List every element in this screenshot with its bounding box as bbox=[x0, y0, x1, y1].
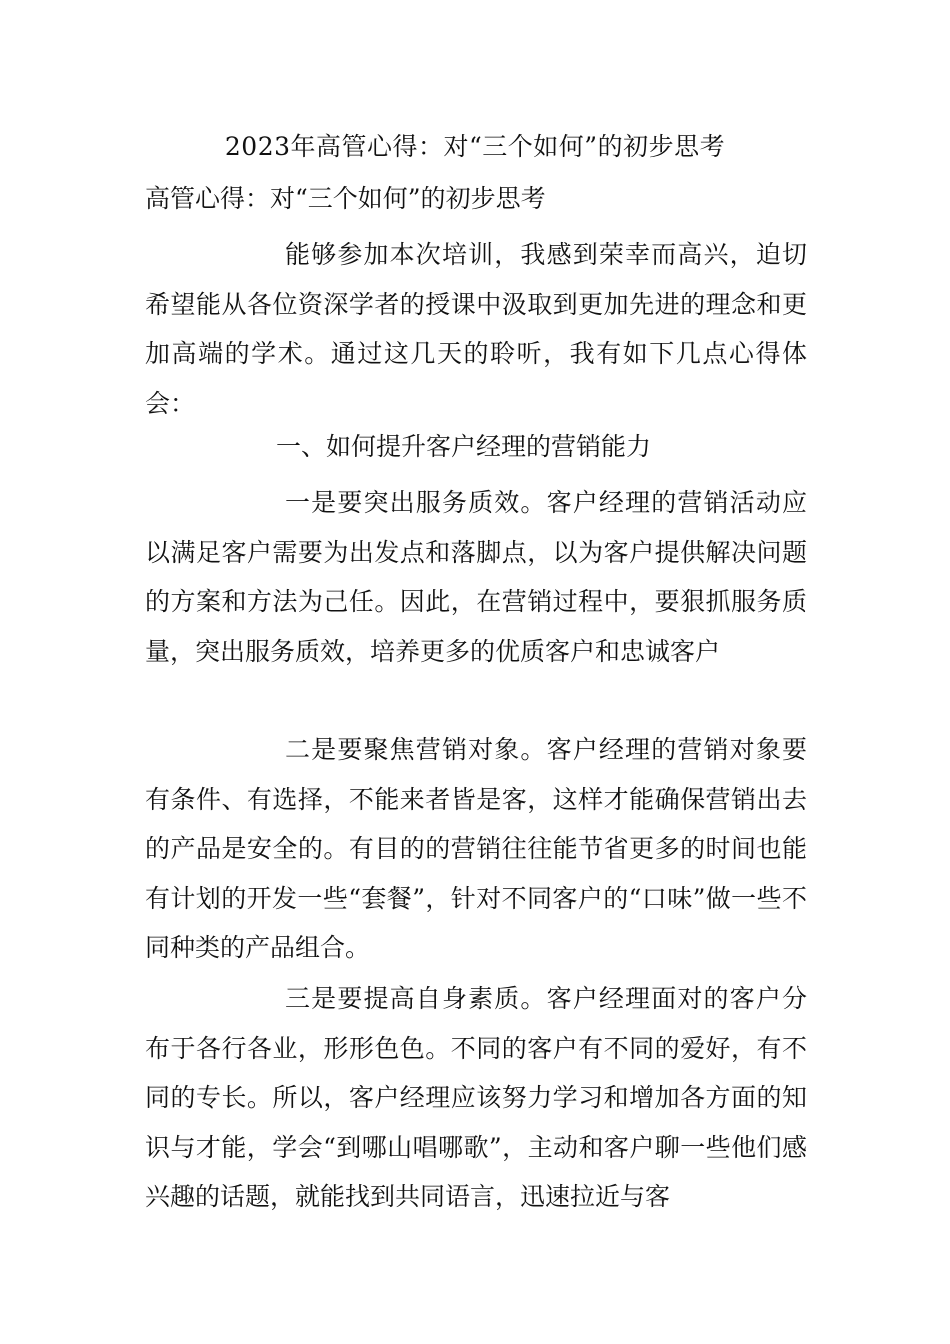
document-subtitle: 高管心得：对“三个如何”的初步思考 bbox=[145, 184, 546, 213]
section-heading: 一、如何提升客户经理的营销能力 bbox=[276, 432, 652, 461]
body-paragraph-2: 二是要聚焦营销对象。客户经理的营销对象要有条件、有选择，不能来者皆是客，这样才能确保营销出去的产品是安全的。有目的的营销往往能节省更多的时间也能有计划的开发一些“套餐”，针对不同客户的“口味”做一些不同种类的产品组合。 bbox=[145, 735, 807, 962]
document-title: 2023年高管心得：对“三个如何”的初步思考 bbox=[224, 132, 726, 161]
body-paragraph-3: 三是要提高自身素质。客户经理面对的客户分布于各行各业，形形色色。不同的客户有不同的爱好，有不同的专长。所以，客户经理应该努力学习和增加各方面的知识与才能，学会“到哪山唱哪歌”，主动和客户聊一些他们感兴趣的话题，就能找到共同语言，迅速拉近与客 bbox=[145, 984, 807, 1211]
intro-paragraph: 能够参加本次培训，我感到荣幸而高兴，迫切希望能从各位资深学者的授课中汲取到更加先进的理念和更加高端的学术。通过这几天的聆听，我有如下几点心得体会： bbox=[145, 240, 807, 418]
body-paragraph-1: 一是要突出服务质效。客户经理的营销活动应以满足客户需要为出发点和落脚点，以为客户提供解决问题的方案和方法为己任。因此，在营销过程中，要狠抓服务质量，突出服务质效，培养更多的优质客户和忠诚客户 bbox=[145, 488, 807, 666]
